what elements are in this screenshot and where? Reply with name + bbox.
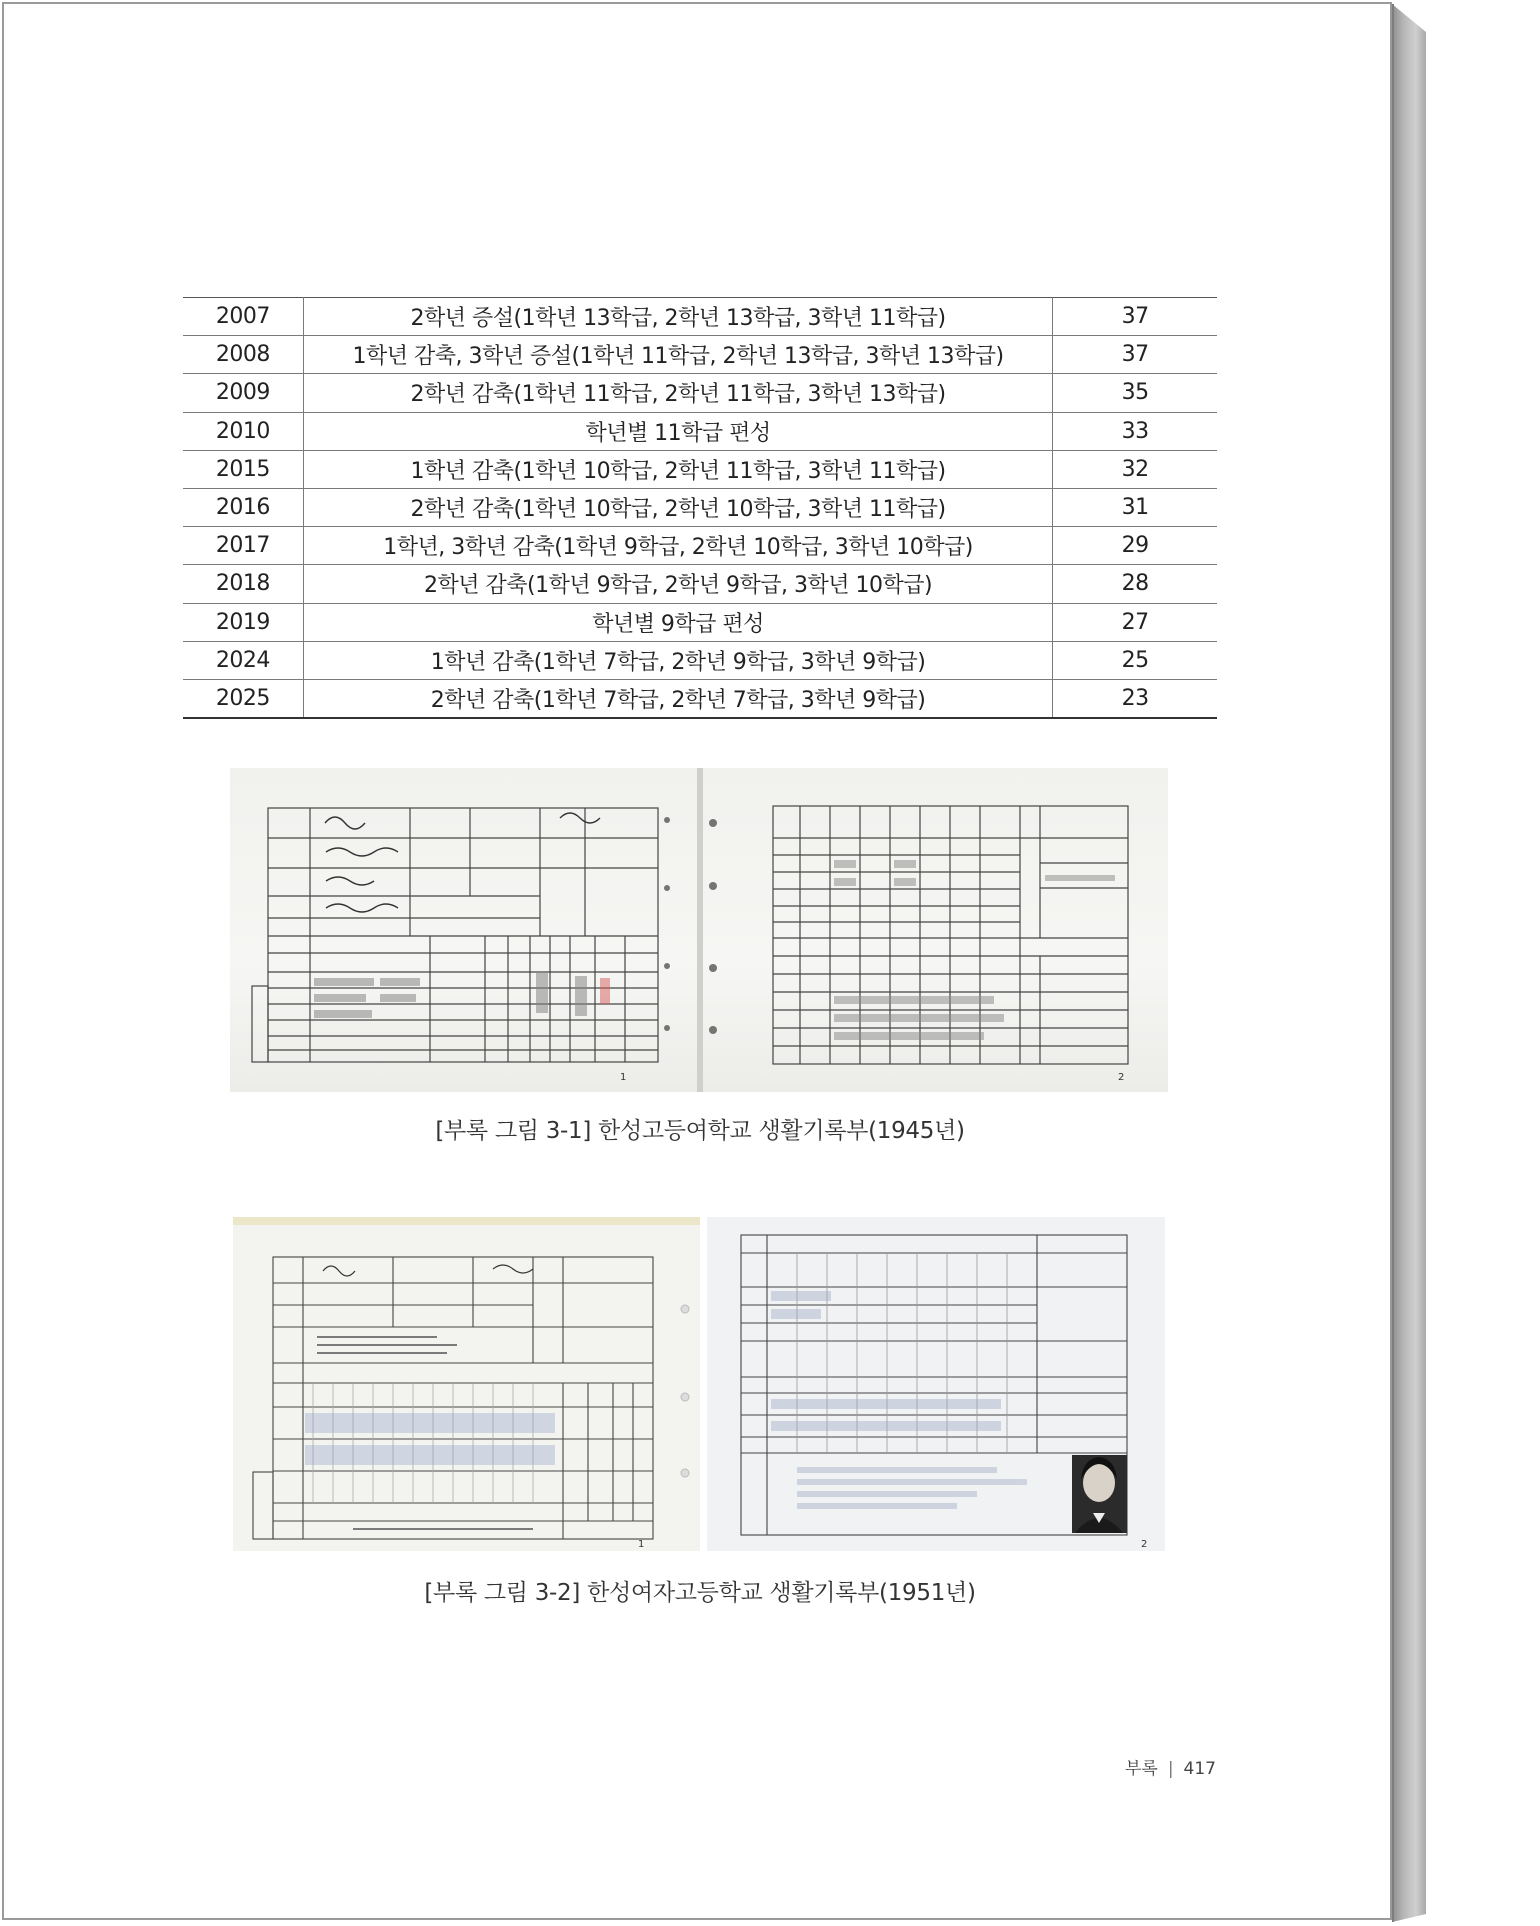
description-cell: 2학년 감축(1학년 9학급, 2학년 9학급, 3학년 10학급) bbox=[303, 565, 1052, 603]
year-cell: 2010 bbox=[183, 412, 303, 450]
table-row bbox=[183, 565, 1217, 603]
class-count-cell: 37 bbox=[1053, 336, 1217, 374]
footer-section: 부록 bbox=[1124, 1759, 1158, 1779]
description-cell: 1학년, 3학년 감축(1학년 9학급, 2학년 10학급, 3학년 10학급) bbox=[303, 527, 1052, 565]
class-count-cell: 31 bbox=[1053, 488, 1217, 526]
class-count-cell: 23 bbox=[1053, 679, 1217, 718]
description-cell: 1학년 감축, 3학년 증설(1학년 11학급, 2학년 13학급, 3학년 13학급) bbox=[303, 336, 1052, 374]
year-cell: 2017 bbox=[183, 527, 303, 565]
class-count-cell: 33 bbox=[1053, 412, 1217, 450]
figure-1-page-right: 2 bbox=[1118, 1072, 1125, 1083]
description-cell: 학년별 9학급 편성 bbox=[303, 603, 1052, 641]
description-cell: 2학년 감축(1학년 10학급, 2학년 10학급, 3학년 11학급) bbox=[303, 488, 1052, 526]
table-row bbox=[183, 641, 1217, 679]
year-cell: 2025 bbox=[183, 679, 303, 718]
figure-3-2-record-scan-left bbox=[233, 1217, 700, 1551]
book-page-edge bbox=[1392, 4, 1426, 1922]
table-row bbox=[183, 374, 1217, 412]
page-footer bbox=[1000, 1754, 1216, 1779]
figure-3-2-record-scan-right bbox=[707, 1217, 1165, 1551]
table-row bbox=[183, 488, 1217, 526]
class-count-cell: 25 bbox=[1053, 641, 1217, 679]
table-row bbox=[183, 603, 1217, 641]
book-edge-line bbox=[1392, 4, 1394, 1922]
class-count-cell: 32 bbox=[1053, 450, 1217, 488]
year-cell: 2024 bbox=[183, 641, 303, 679]
class-count-cell: 29 bbox=[1053, 527, 1217, 565]
figure-3-1-record-scan bbox=[230, 768, 1168, 1092]
class-count-cell: 28 bbox=[1053, 565, 1217, 603]
table-row bbox=[183, 450, 1217, 488]
figure-3-1-caption: [부록 그림 3-1] 한성고등여학교 생활기록부(1945년) bbox=[435, 1118, 965, 1144]
description-cell: 2학년 증설(1학년 13학급, 2학년 13학급, 3학년 11학급) bbox=[303, 298, 1052, 336]
description-cell: 2학년 감축(1학년 11학급, 2학년 11학급, 3학년 13학급) bbox=[303, 374, 1052, 412]
year-cell: 2018 bbox=[183, 565, 303, 603]
year-cell: 2019 bbox=[183, 603, 303, 641]
year-cell: 2016 bbox=[183, 488, 303, 526]
figure-3-2-caption: [부록 그림 3-2] 한성여자고등학교 생활기록부(1951년) bbox=[424, 1580, 976, 1606]
year-cell: 2008 bbox=[183, 336, 303, 374]
description-cell: 1학년 감축(1학년 10학급, 2학년 11학급, 3학년 11학급) bbox=[303, 450, 1052, 488]
year-cell: 2007 bbox=[183, 298, 303, 336]
figure-2-page-right: 2 bbox=[1141, 1539, 1148, 1550]
figure-1-page-left: 1 bbox=[620, 1072, 627, 1083]
table-row bbox=[183, 412, 1217, 450]
table-row bbox=[183, 527, 1217, 565]
student-photo bbox=[1072, 1455, 1127, 1533]
class-history-table bbox=[183, 297, 1217, 719]
table-row bbox=[183, 298, 1217, 336]
table-row bbox=[183, 679, 1217, 718]
page-number: 417 bbox=[1183, 1759, 1216, 1779]
description-cell: 1학년 감축(1학년 7학급, 2학년 9학급, 3학년 9학급) bbox=[303, 641, 1052, 679]
description-cell: 2학년 감축(1학년 7학급, 2학년 7학급, 3학년 9학급) bbox=[303, 679, 1052, 718]
class-count-cell: 37 bbox=[1053, 298, 1217, 336]
year-cell: 2009 bbox=[183, 374, 303, 412]
class-count-cell: 27 bbox=[1053, 603, 1217, 641]
class-count-cell: 35 bbox=[1053, 374, 1217, 412]
year-cell: 2015 bbox=[183, 450, 303, 488]
footer-separator: | bbox=[1167, 1759, 1174, 1779]
figure-2-page-left: 1 bbox=[638, 1539, 645, 1550]
description-cell: 학년별 11학급 편성 bbox=[303, 412, 1052, 450]
table-row bbox=[183, 336, 1217, 374]
